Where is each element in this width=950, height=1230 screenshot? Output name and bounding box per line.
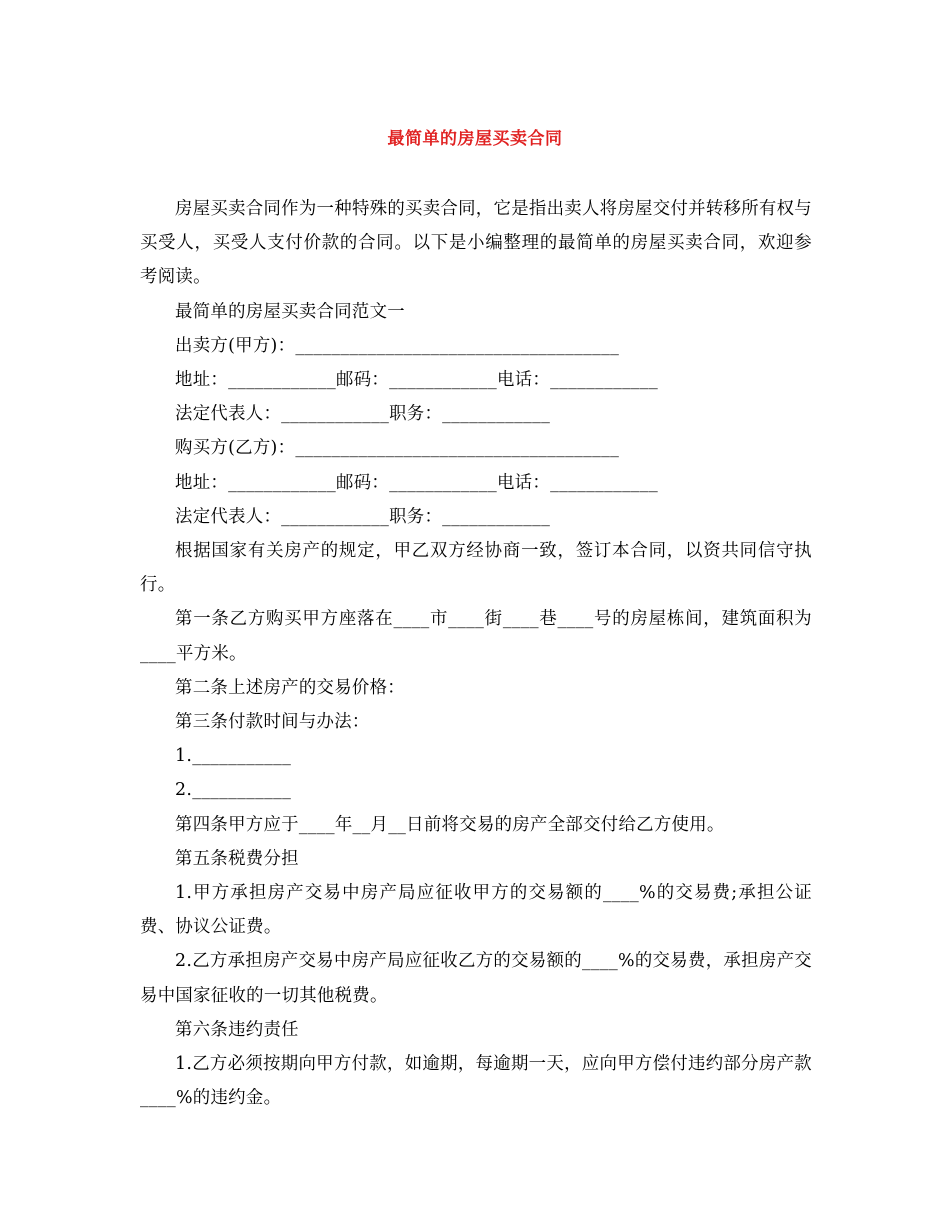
article-1: 第一条乙方购买甲方座落在____市____街____巷____号的房屋栋间，建筑面积为____平方米。 xyxy=(140,609,812,664)
sample-heading: 最简单的房屋买卖合同范文一 xyxy=(175,301,405,322)
document-body xyxy=(140,192,812,1115)
article-5-item-1: 1.甲方承担房产交易中房产局应征收甲方的交易额的____%的交易费;承担公证费、协议公证费。 xyxy=(140,883,812,938)
preamble-paragraph: 根据国家有关房产的规定，甲乙双方经协商一致，签订本合同，以资共同信守执行。 xyxy=(140,541,812,596)
article-4: 第四条甲方应于____年__月__日前将交易的房产全部交付给乙方使用。 xyxy=(175,814,725,835)
article-6: 第六条违约责任 xyxy=(175,1019,299,1040)
buyer-address-line: 地址：____________邮码：____________电话：____________ xyxy=(175,472,659,493)
article-3-item-1: 1.___________ xyxy=(175,746,292,767)
article-5-item-2: 2.乙方承担房产交易中房产局应征收乙方的交易额的____%的交易费，承担房产交易中国家征收的一切其他税费。 xyxy=(140,951,812,1006)
document-title: 最简单的房屋买卖合同 xyxy=(387,129,563,149)
buyer-line: 购买方(乙方)：____________________________________ xyxy=(175,438,620,459)
buyer-representative-line: 法定代表人：____________职务：____________ xyxy=(175,506,551,527)
article-5: 第五条税费分担 xyxy=(175,848,299,869)
article-2: 第二条上述房产的交易价格： xyxy=(175,677,405,698)
seller-line: 出卖方(甲方)：____________________________________ xyxy=(175,335,620,356)
seller-address-line: 地址：____________邮码：____________电话：____________ xyxy=(175,370,659,391)
article-3: 第三条付款时间与办法： xyxy=(175,712,370,733)
seller-representative-line: 法定代表人：____________职务：____________ xyxy=(175,404,551,425)
article-3-item-2: 2.___________ xyxy=(175,780,292,801)
intro-paragraph: 房屋买卖合同作为一种特殊的买卖合同，它是指出卖人将房屋交付并转移所有权与买受人，买受人支付价款的合同。以下是小编整理的最简单的房屋买卖合同，欢迎参考阅读。 xyxy=(140,199,812,288)
article-6-item-1: 1.乙方必须按期向甲方付款，如逾期，每逾期一天，应向甲方偿付违约部分房产款____%的违约金。 xyxy=(140,1054,812,1109)
